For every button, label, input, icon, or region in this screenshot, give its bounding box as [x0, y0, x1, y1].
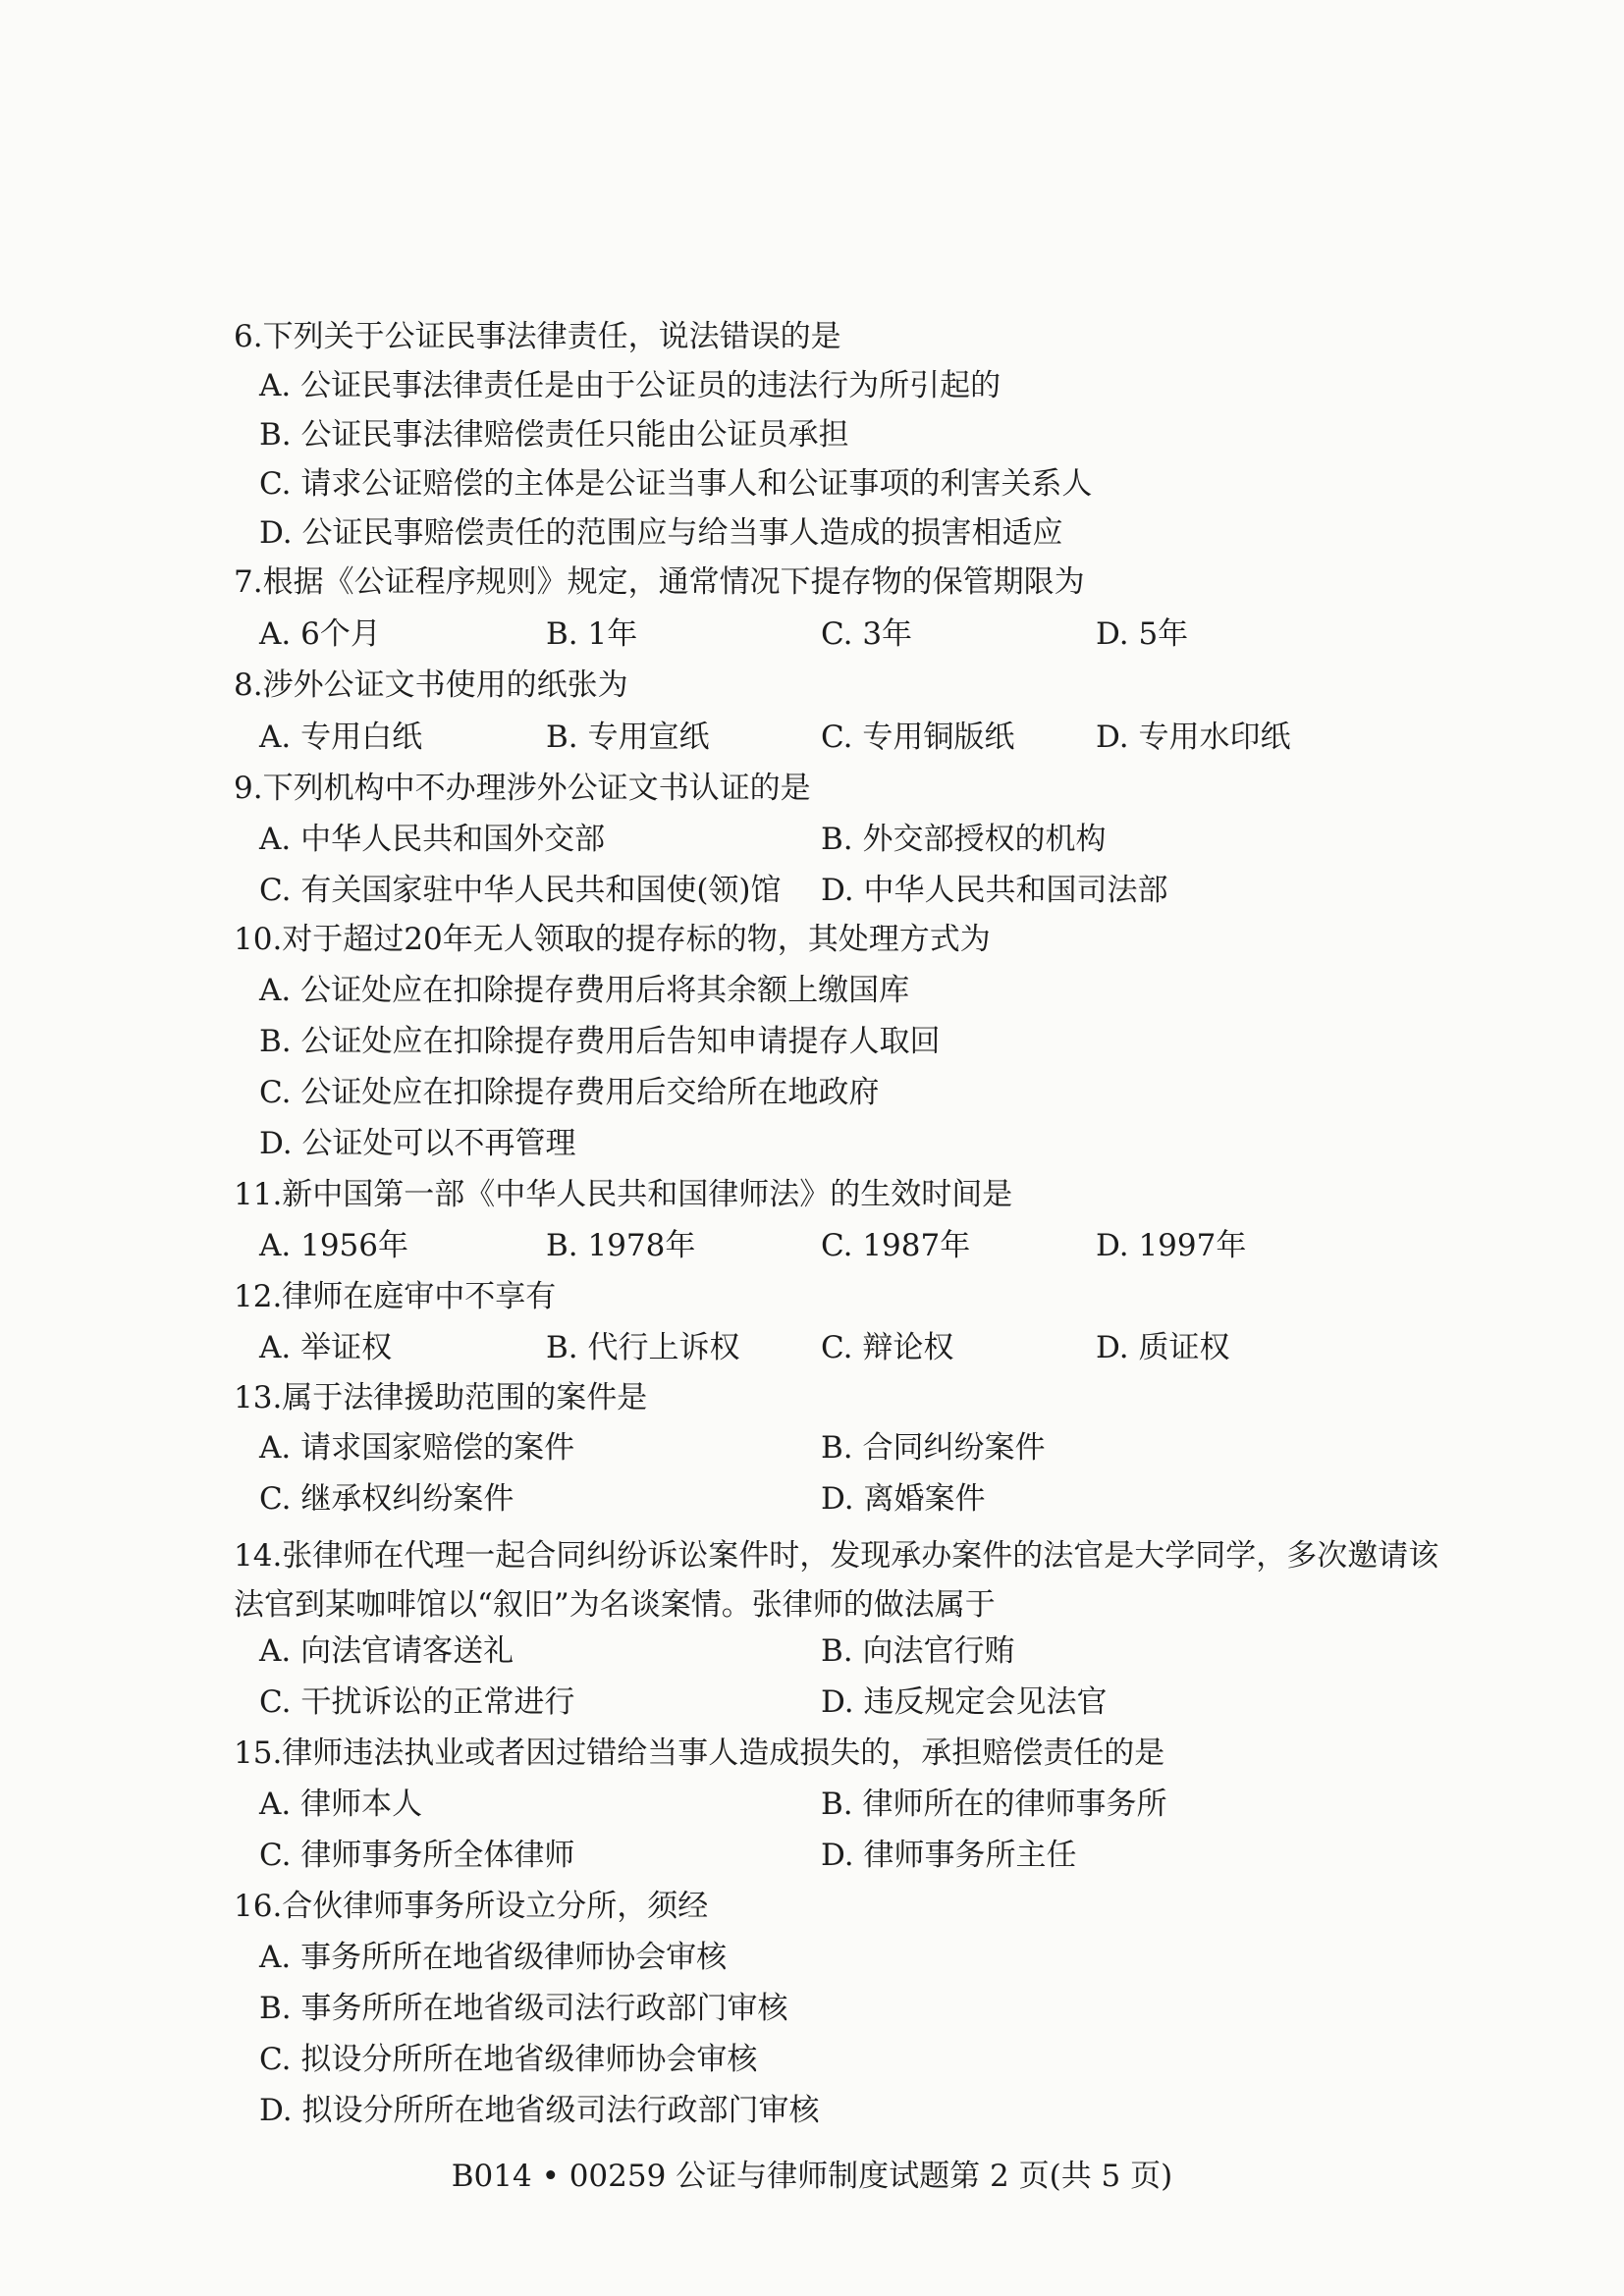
q7-option-b: B. 1年 — [546, 616, 638, 652]
q13-option-d: D. 离婚案件 — [821, 1481, 986, 1517]
q10-option-b: B. 公证处应在扣除提存费用后告知申请提存人取回 — [259, 1024, 941, 1059]
q8-option-a: A. 专用白纸 — [259, 720, 423, 755]
q7-option-d: D. 5年 — [1096, 616, 1189, 652]
q10-option-a: A. 公证处应在扣除提存费用后将其余额上缴国库 — [259, 973, 910, 1008]
q15-option-a: A. 律师本人 — [259, 1787, 423, 1822]
q7-option-c: C. 3年 — [821, 616, 913, 652]
q6-option-a: A. 公证民事法律责任是由于公证员的违法行为所引起的 — [259, 368, 1001, 403]
question-11: 11.新中国第一部《中华人民共和国律师法》的生效时间是 — [234, 1177, 1013, 1212]
q12-option-a: A. 举证权 — [259, 1330, 393, 1365]
question-6: 6.下列关于公证民事法律责任，说法错误的是 — [234, 319, 841, 354]
q14-option-a: A. 向法官请客送礼 — [259, 1633, 514, 1669]
q16-option-a: A. 事务所所在地省级律师协会审核 — [259, 1940, 728, 1975]
question-13: 13.属于法律援助范围的案件是 — [234, 1380, 648, 1415]
q14-option-c: C. 干扰诉讼的正常进行 — [259, 1684, 575, 1720]
q11-option-a: A. 1956年 — [259, 1228, 408, 1263]
q13-option-c: C. 继承权纠纷案件 — [259, 1481, 514, 1517]
q6-option-b: B. 公证民事法律赔偿责任只能由公证员承担 — [259, 417, 849, 453]
q14-option-d: D. 违反规定会见法官 — [821, 1684, 1108, 1720]
q11-option-d: D. 1997年 — [1096, 1228, 1247, 1263]
q12-option-b: B. 代行上诉权 — [546, 1330, 740, 1365]
question-15: 15.律师违法执业或者因过错给当事人造成损失的，承担赔偿责任的是 — [234, 1735, 1165, 1771]
page-footer: B014 • 00259 公证与律师制度试题第 2 页(共 5 页) — [451, 2159, 1173, 2194]
q9-option-d: D. 中华人民共和国司法部 — [821, 873, 1168, 908]
question-12: 12.律师在庭审中不享有 — [234, 1279, 557, 1314]
q15-option-d: D. 律师事务所主任 — [821, 1838, 1077, 1873]
q6-option-d: D. 公证民事赔偿责任的范围应与给当事人造成的损害相适应 — [259, 515, 1063, 551]
q7-option-a: A. 6个月 — [259, 616, 381, 652]
q6-option-c: C. 请求公证赔偿的主体是公证当事人和公证事项的利害关系人 — [259, 466, 1093, 502]
q9-option-c: C. 有关国家驻中华人民共和国使(领)馆 — [259, 873, 782, 908]
q11-option-c: C. 1987年 — [821, 1228, 971, 1263]
q13-option-b: B. 合同纠纷案件 — [821, 1430, 1046, 1466]
q10-option-d: D. 公证处可以不再管理 — [259, 1126, 576, 1161]
question-8: 8.涉外公证文书使用的纸张为 — [234, 667, 628, 703]
q8-option-c: C. 专用铜版纸 — [821, 720, 1015, 755]
q11-option-b: B. 1978年 — [546, 1228, 696, 1263]
question-16: 16.合伙律师事务所设立分所，须经 — [234, 1889, 709, 1924]
question-10: 10.对于超过20年无人领取的提存标的物，其处理方式为 — [234, 922, 991, 957]
q9-option-a: A. 中华人民共和国外交部 — [259, 822, 606, 857]
q8-option-b: B. 专用宣纸 — [546, 720, 710, 755]
q13-option-a: A. 请求国家赔偿的案件 — [259, 1430, 575, 1466]
q12-option-c: C. 辩论权 — [821, 1330, 954, 1365]
question-14: 14.张律师在代理一起合同纠纷诉讼案件时，发现承办案件的法官是大学同学，多次邀请该法官到某咖啡馆以“叙旧”为名谈案情。张律师的做法属于 — [234, 1538, 1439, 1623]
q15-option-c: C. 律师事务所全体律师 — [259, 1838, 575, 1873]
question-7: 7.根据《公证程序规则》规定，通常情况下提存物的保管期限为 — [234, 564, 1085, 600]
q14-option-b: B. 向法官行贿 — [821, 1633, 1015, 1669]
q16-option-b: B. 事务所所在地省级司法行政部门审核 — [259, 1991, 788, 2026]
question-9: 9.下列机构中不办理涉外公证文书认证的是 — [234, 771, 811, 806]
q16-option-d: D. 拟设分所所在地省级司法行政部门审核 — [259, 2093, 820, 2128]
q9-option-b: B. 外交部授权的机构 — [821, 822, 1107, 857]
q16-option-c: C. 拟设分所所在地省级律师协会审核 — [259, 2042, 758, 2077]
q10-option-c: C. 公证处应在扣除提存费用后交给所在地政府 — [259, 1075, 880, 1110]
q12-option-d: D. 质证权 — [1096, 1330, 1230, 1365]
q15-option-b: B. 律师所在的律师事务所 — [821, 1787, 1167, 1822]
q8-option-d: D. 专用水印纸 — [1096, 720, 1291, 755]
